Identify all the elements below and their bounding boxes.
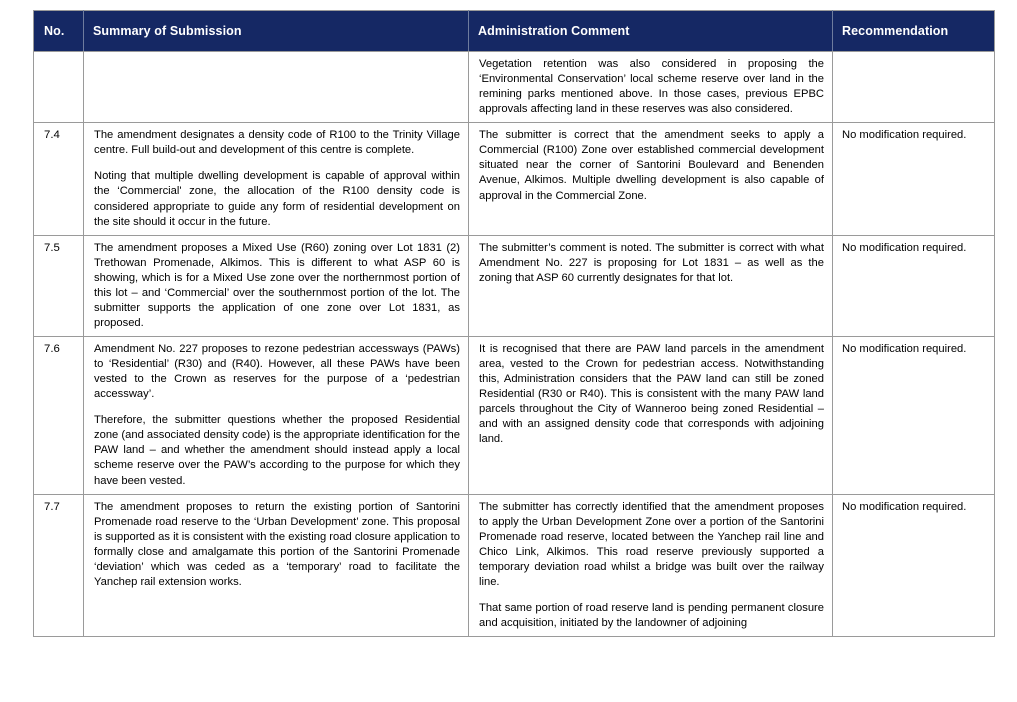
- table-header: [34, 11, 995, 52]
- row-administration-paragraph: The submitter has correctly identified that the amendment proposes to apply the Urban Development Zone over a portion of the Santorini Promenade road reserve, located between the Yanchep rail line and Chico Link, Alkimos. This road reserve previously supported a temporary deviation road whilst a bridge was built over the railway line.: [479, 500, 824, 588]
- row-number: 7.6: [34, 337, 84, 495]
- row-summary-paragraph: Amendment No. 227 proposes to rezone pedestrian accessways (PAWs) to ‘Residential’ (R30) and (R40). However, all these PAWs have been vested to the Crown as reserves for the purpose of a ‘pedestrian accessway’.: [94, 343, 460, 401]
- column-header-recommendation: Recommendation: [833, 11, 995, 52]
- row-summary-paragraph: The amendment designates a density code of R100 to the Trinity Village centre. Full build-out and development of this centre is complete.: [94, 129, 460, 157]
- row-administration: [469, 235, 833, 336]
- row-number: [34, 52, 84, 123]
- row-summary-paragraph: The amendment proposes to return the existing portion of Santorini Promenade road reserve to the ‘Urban Development’ zone. This proposal is supported as it is consistent with the existing road closure application to formally close and amalgamate this portion of the Santorini Promenade ‘deviation’ which was ceded as a ‘temporary’ road to facilitate the Yanchep rail extension works.: [94, 500, 460, 588]
- row-summary-paragraph: Noting that multiple dwelling development is capable of approval within the ‘Commercial' zone, the allocation of the R100 density code is considered appropriate to guide any form of residential development on the site should it occur in the future.: [94, 170, 460, 228]
- row-summary: [84, 52, 469, 123]
- row-number: 7.7: [34, 494, 84, 637]
- column-header-summary: Summary of Submission: [84, 11, 469, 52]
- table-row: [34, 123, 995, 235]
- row-summary-paragraph: The amendment proposes a Mixed Use (R60) zoning over Lot 1831 (2) Trethowan Promenade, Alkimos. This is different to what ASP 60 is showing, which is for a Mixed Use zone over the northernmost portion of this lot – and ‘Commercial’ over the southernmost portion of the lot. The submitter supports the application of one zone over Lot 1831, as proposed.: [94, 241, 460, 329]
- row-recommendation: [833, 52, 995, 123]
- row-summary: [84, 494, 469, 637]
- row-summary: [84, 337, 469, 495]
- row-summary: [84, 123, 469, 235]
- row-administration: [469, 123, 833, 235]
- row-number: 7.5: [34, 235, 84, 336]
- row-administration-paragraph: The submitter’s comment is noted. The submitter is correct with what Amendment No. 227 is proposing for Lot 1831 – as well as the zoning that ASP 60 currently designates for that lot.: [479, 241, 824, 284]
- table-header-row: [34, 11, 995, 52]
- row-administration-paragraph: It is recognised that there are PAW land parcels in the amendment area, vested to the Crown for pedestrian access. Notwithstanding this, Administration considers that the PAW land can still be zoned Residential (R30 or R40). This is consistent with the many PAW land parcels throughout the City of Wanneroo being zoned Residential – and with an assigned density code that corresponds with adjoining land.: [479, 343, 824, 446]
- row-administration-paragraph: That same portion of road reserve land is pending permanent closure and acquisition, initiated by the landowner of adjoining: [479, 601, 824, 629]
- table-row: [34, 235, 995, 336]
- row-recommendation: No modification required.: [833, 123, 995, 235]
- row-summary-paragraph: Therefore, the submitter questions whether the proposed Residential zone (and associated density code) is the appropriate identification for the PAW land – and whether the amendment should instead apply a local scheme reserve over the PAW’s according to the purpose for which they have been vested.: [94, 414, 460, 487]
- row-administration: [469, 337, 833, 495]
- row-administration-paragraph: Vegetation retention was also considered in proposing the ‘Environmental Conservation’ local scheme reserve over land in the remining parks mentioned above. In those cases, previous EPBC approvals affecting land in these reserves was also considered.: [479, 58, 824, 116]
- row-administration: [469, 52, 833, 123]
- table-row: [34, 337, 995, 495]
- submissions-table: [33, 10, 995, 637]
- row-summary: [84, 235, 469, 336]
- column-header-administration: Administration Comment: [469, 11, 833, 52]
- row-recommendation: No modification required.: [833, 494, 995, 637]
- table-row: [34, 52, 995, 123]
- column-header-no: No.: [34, 11, 84, 52]
- row-recommendation: No modification required.: [833, 337, 995, 495]
- table-body: [34, 52, 995, 637]
- table-row: [34, 494, 995, 637]
- row-number: 7.4: [34, 123, 84, 235]
- row-recommendation: No modification required.: [833, 235, 995, 336]
- row-administration-paragraph: The submitter is correct that the amendment seeks to apply a Commercial (R100) Zone over established commercial development situated near the corner of Santorini Boulevard and Benenden Avenue, Alkimos. Multiple dwelling development is also capable of approval in the Commercial Zone.: [479, 129, 824, 202]
- row-administration: [469, 494, 833, 637]
